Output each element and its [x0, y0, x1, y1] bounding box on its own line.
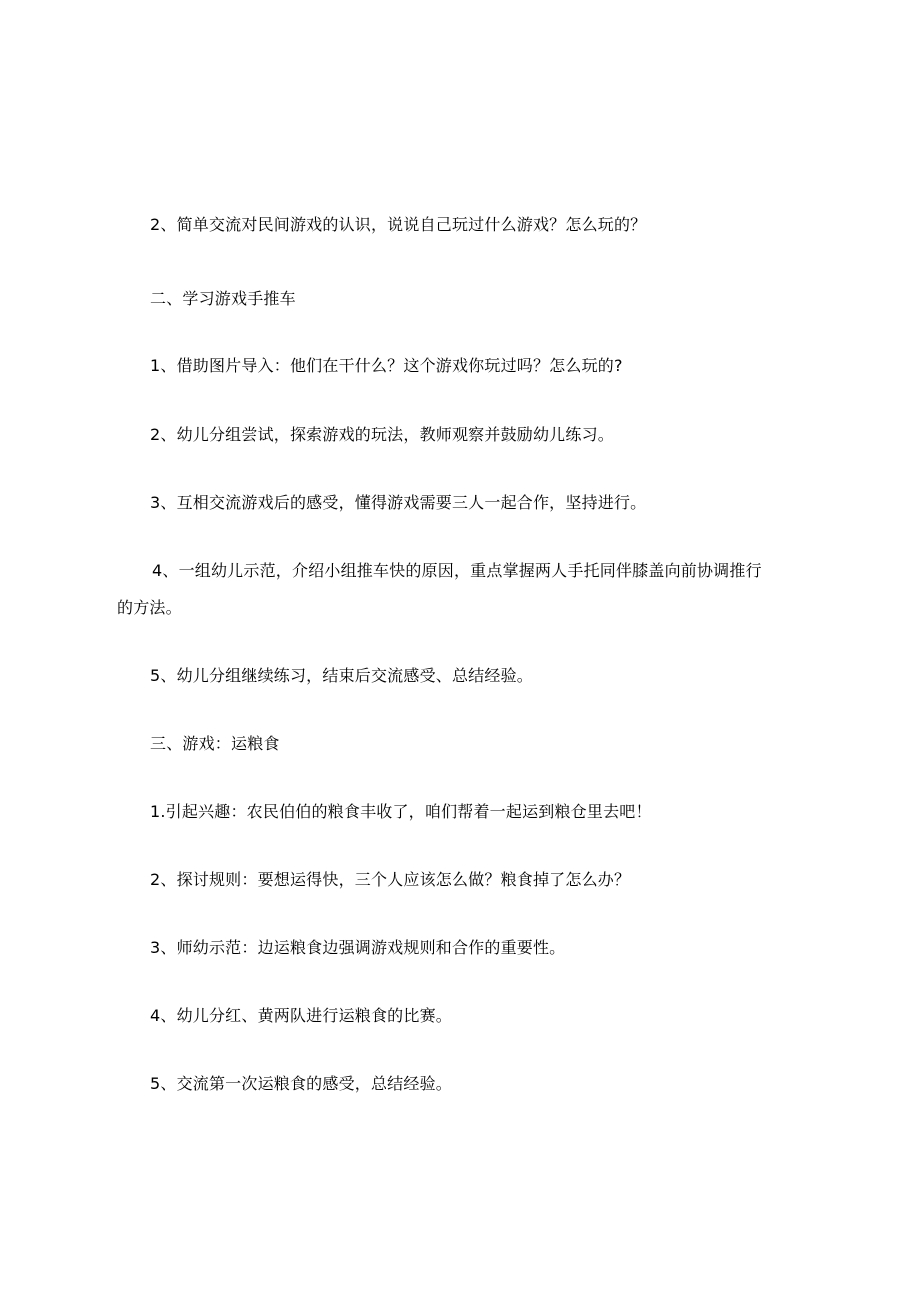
- paragraph-step-5-summary: 5、交流第一次运粮食的感受，总结经验。: [150, 1074, 452, 1093]
- section-heading-2: 二、学习游戏手推车: [150, 289, 296, 308]
- paragraph-step-4-demo: 4、一组幼儿示范，介绍小组推车快的原因，重点掌握两人手托同伴膝盖向前协调推行: [152, 561, 762, 580]
- section-heading-3: 三、游戏：运粮食: [150, 734, 280, 753]
- paragraph-step-1-interest: 1.引起兴趣：农民伯伯的粮食丰收了，咱们帮着一起运到粮仓里去吧！: [150, 802, 652, 821]
- paragraph-step-3-teacher-demo: 3、师幼示范：边运粮食边强调游戏规则和合作的重要性。: [150, 938, 566, 957]
- paragraph-step-2-rules: 2、探讨规则：要想运得快，三个人应该怎么做？粮食掉了怎么办？: [150, 870, 631, 889]
- paragraph-step-2-group-try: 2、幼儿分组尝试，探索游戏的玩法，教师观察并鼓励幼儿练习。: [150, 425, 614, 444]
- paragraph-step-4-competition: 4、幼儿分红、黄两队进行运粮食的比赛。: [150, 1006, 452, 1025]
- paragraph-step-2-discussion: 2、简单交流对民间游戏的认识，说说自己玩过什么游戏？怎么玩的？: [150, 215, 647, 234]
- paragraph-step-4-continuation: 的方法。: [117, 598, 182, 617]
- paragraph-step-3-share-feelings: 3、互相交流游戏后的感受，懂得游戏需要三人一起合作，坚持进行。: [150, 493, 647, 512]
- paragraph-step-1-picture-intro: 1、借助图片导入：他们在干什么？这个游戏你玩过吗？怎么玩的?: [150, 356, 623, 375]
- paragraph-step-5-continue-practice: 5、幼儿分组继续练习，结束后交流感受、总结经验。: [150, 666, 533, 685]
